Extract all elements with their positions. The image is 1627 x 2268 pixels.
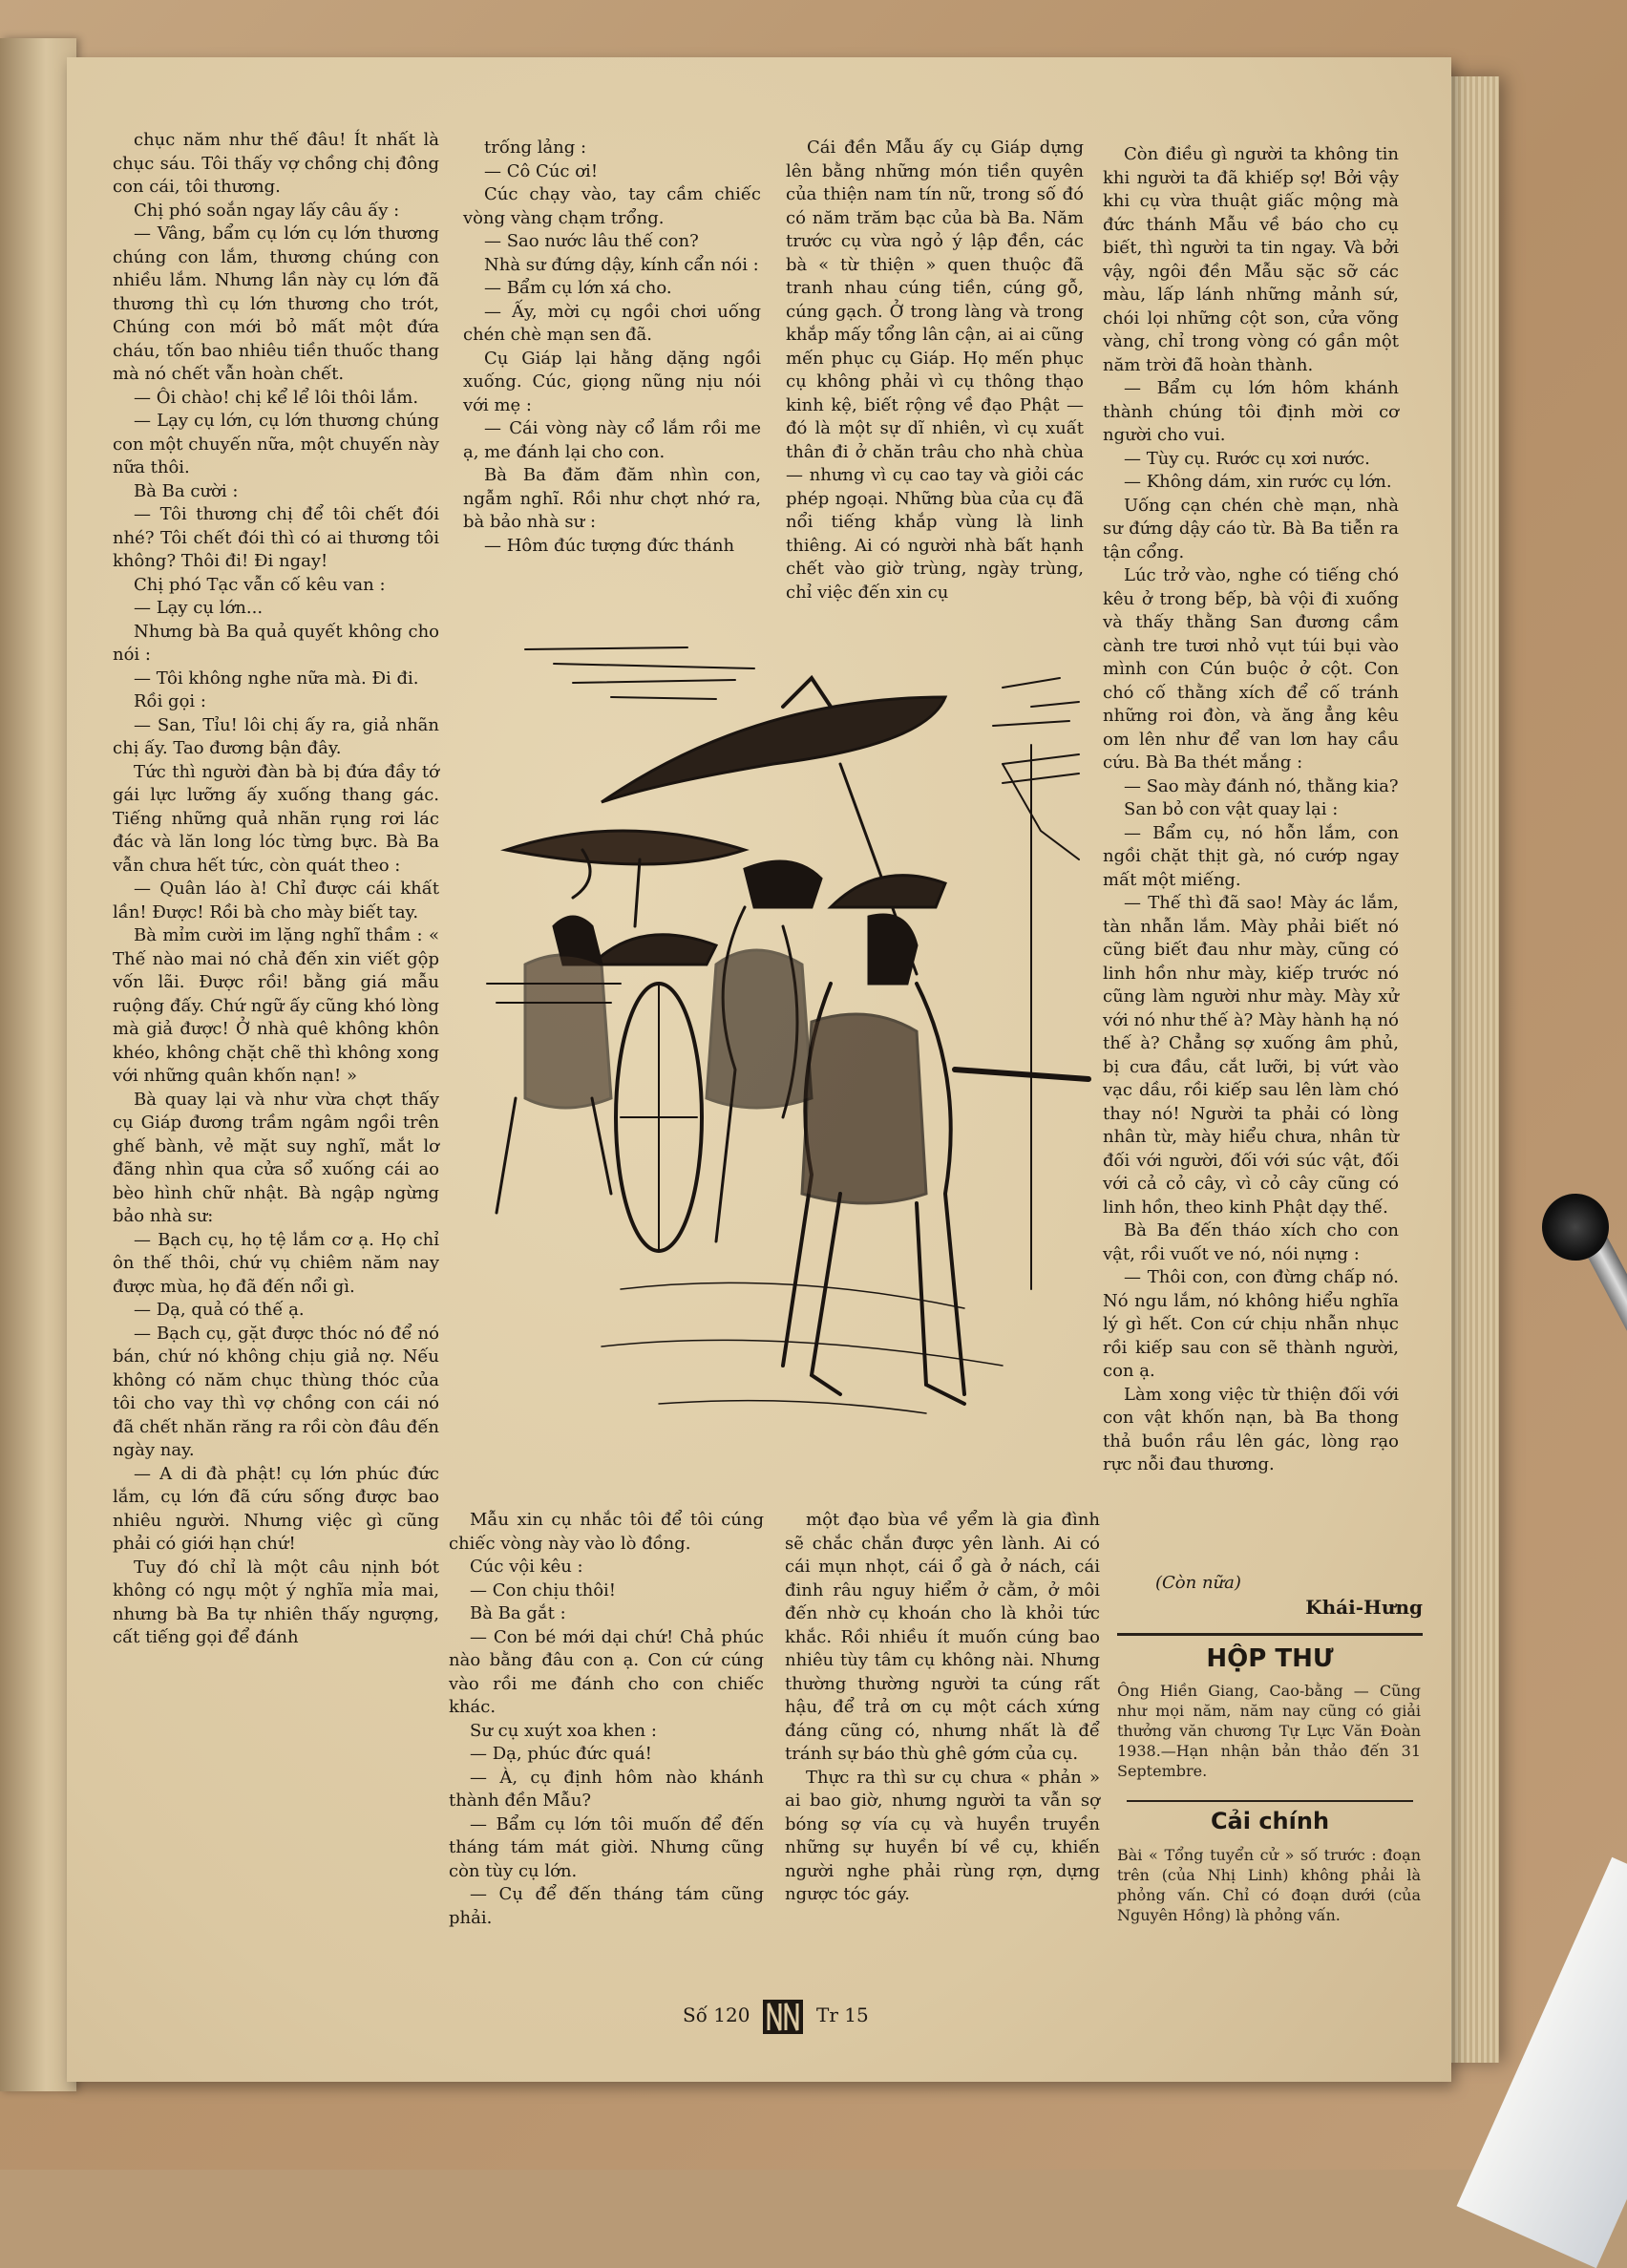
paragraph: Chị phó soắn ngay lấy câu ấy : xyxy=(134,200,400,221)
paragraph: Cụ Giáp lại hằng dặng ngồi xuống. Cúc, giọng nũng nịu nói với mẹ : xyxy=(463,348,761,415)
newspaper-logo-icon xyxy=(761,1996,805,2038)
paragraph: San bỏ con vật quay lại : xyxy=(1124,799,1339,819)
paragraph: — San, Tỉu! lôi chị ấy ra, giả nhãn chị ấy. Tao đương bận đây. xyxy=(113,714,439,758)
paragraph: Uống cạn chén chè mạn, nhà sư đứng dậy cáo từ. Bà Ba tiễn ra tận cổng. xyxy=(1103,495,1399,562)
paragraph: — Dạ, quả có thế ạ. xyxy=(134,1300,305,1320)
paragraph: — Ấy, mời cụ ngồi chơi uống chén chè mạn sen đã. xyxy=(463,301,761,345)
paragraph: Sư cụ xuýt xoa khen : xyxy=(470,1720,657,1741)
paragraph: — Cái vòng này cổ lắm rồi me ạ, me đánh lại cho con. xyxy=(463,418,761,462)
divider-top xyxy=(1117,1633,1423,1636)
paragraph: Mẫu xin cụ nhắc tôi để tôi cúng chiếc vòng này vào lò đồng. xyxy=(449,1510,764,1554)
paragraph: — À, cụ định hôm nào khánh thành đền Mẫu? xyxy=(449,1767,764,1811)
paragraph: Bà mỉm cười im lặng nghĩ thầm : « Thế nào mai nó chả đến xin viết gộp vốn lãi. Được rồi! bằng giá mẫu ruộng đấy. Chứ ngữ ấy cũng khó lòng mà giả được! Ở nhà quê không khôn khéo, không chặt chẽ thì không xong với những quân khốn nạn! » xyxy=(113,925,439,1086)
paragraph: — Bẩm cụ, nó hỗn lắm, con ngồi chặt thịt gà, nó cướp ngay mất một miếng. xyxy=(1103,822,1399,890)
paragraph: — Dạ, phúc đức quá! xyxy=(470,1744,652,1764)
book-binding xyxy=(0,38,76,2091)
paragraph: — Thôi con, con đừng chấp nó. Nó ngu lắm, nó không hiểu nghĩa lý gì hết. Con cứ chịu nhẫn nhục rồi kiếp sau con sẽ thành người, con ạ. xyxy=(1103,1267,1399,1381)
paragraph: Bà Ba đăm đăm nhìn con, ngẫm nghĩ. Rồi như chợt nhớ ra, bà bảo nhà sư : xyxy=(463,465,761,532)
paragraph: — Tôi thương chị để tôi chết đói nhé? Tôi chết đói thì có ai thương tôi không? Thôi đi! Đi ngay! xyxy=(113,504,439,571)
paragraph: Bà quay lại và như vừa chợt thấy cụ Giáp đương trầm ngâm ngồi trên ghế bành, vẻ mặt suy nghĩ, mắt lơ đãng nhìn qua cửa sổ xuống cái ao bèo hình chữ nhật. Bà ngập ngừng bảo nhà sư: xyxy=(113,1089,439,1226)
divider-mid xyxy=(1127,1800,1413,1802)
paragraph: — Cụ để đến tháng tám cũng phải. xyxy=(449,1884,764,1928)
paragraph: — Vâng, bẩm cụ lớn cụ lớn thương chúng con lắm, thương chúng con nhiều lắm. Nhưng lần này cụ lớn đã thương thì cụ lớn thương cho trót, Chúng con mới bỏ mất một đứa cháu, tốn bao nhiêu tiền thuốc thang mà nó chết vẫn hoàn chết. xyxy=(113,223,439,384)
paragraph: — Cô Cúc ơi! xyxy=(484,160,599,181)
paragraph: — Quân láo à! Chỉ được cái khất lần! Được! Rồi bà cho mày biết tay. xyxy=(113,879,439,922)
paragraph: — Bạch cụ, họ tệ lắm cơ ạ. Họ chỉ ôn thế thôi, chứ vụ chiêm năm nay được mùa, họ đã đến nổi gì. xyxy=(113,1229,439,1297)
paragraph: Rồi gọi : xyxy=(134,691,206,711)
correction-body: Bài « Tổng tuyển cử » số trước : đoạn trên (của Nhị Linh) không phải là phỏng vấn. Chỉ có đoạn dưới (của Nguyên Hồng) là phỏng vấn. xyxy=(1117,1846,1421,1924)
paragraph: Còn điều gì người ta không tin khi người ta đã khiếp sợ! Bởi vậy khi cụ vừa thuật giấc mộng mà đức thánh Mẫu về báo cho cụ biết, thì người ta tin ngay. Và bởi vậy, ngôi đền Mẫu sặc sỡ các màu, lấp lánh những mảnh sứ, chói lọi những cột son, cửa võng vàng, chỉ trong vòng có gần một năm trời đã hoàn thành. xyxy=(1103,144,1399,375)
column-4 xyxy=(1103,143,1399,1477)
paragraph: — Bẩm cụ lớn xá cho. xyxy=(484,278,672,298)
paragraph: — Tùy cụ. Rước cụ xơi nước. xyxy=(1124,448,1370,469)
paragraph: — Ôi chào! chị kể lể lôi thôi lắm. xyxy=(134,387,419,408)
paragraph: — Bẩm cụ lớn hôm khánh thành chúng tôi định mời cơ người cho vui. xyxy=(1103,378,1399,445)
paragraph: — Không dám, xin rước cụ lớn. xyxy=(1124,472,1392,492)
paragraph: trống lảng : xyxy=(484,138,587,158)
paragraph: — A di đà phật! cụ lớn phúc đức lắm, cụ lớn đã cứu sống được bao nhiêu người. Nhưng việc gì cũng phải có giới hạn chứ! xyxy=(113,1463,439,1554)
paragraph: Chị phó Tạc vẫn cố kêu van : xyxy=(134,574,386,595)
paragraph: — Bẩm cụ lớn tôi muốn để đến tháng tám mát giời. Nhưng cũng còn tùy cụ lớn. xyxy=(449,1813,764,1881)
paragraph: — Sao nước lâu thế con? xyxy=(484,231,699,251)
paragraph: Thực ra thì sư cụ chưa « phản » ai bao giờ, nhưng người ta vẫn sợ bóng sợ vía cụ và huyền truyền những sự huyền bí về cụ, khiến người nghe phải rùng rợn, dựng ngược tóc gáy. xyxy=(785,1767,1100,1904)
page-number: Tr 15 xyxy=(816,2003,869,2026)
paragraph: Cái đền Mẫu ấy cụ Giáp dựng lên bằng những món tiền quyên của thiện nam tín nữ, trong số đó có năm trăm bạc của bà Ba. Năm trước cụ vừa ngỏ ý lập đền, các bà « từ thiện » quen thuộc đã tranh nhau cúng tiền, cúng gỗ, cúng gạch. Ở trong làng và trong khắp mấy tổng lân cận, ai ai cũng mến phục cụ Giáp. Họ mến phục cụ không phải vì cụ thông thạo kinh kệ, biết rộng về đạo Phật — đó là một sự dĩ nhiên, vì cụ xuất thân đi ở chăn trâu cho nhà chùa — nhưng vì cụ cao tay và giỏi các phép ngoại. Những bùa của cụ đã nổi tiếng khắp vùng là linh thiêng. Ai có người nhà bất hạnh chết vào giờ trùng, ngày trùng, chỉ việc đến xin cụ xyxy=(786,138,1084,603)
paragraph: — Lạy cụ lớn, cụ lớn thương chúng con một chuyến nữa, một chuyến này nữa thôi. xyxy=(113,411,439,477)
paragraph: — Tôi không nghe nữa mà. Đi đi. xyxy=(134,668,419,689)
paragraph: một đạo bùa về yểm là gia đình sẽ chắc chắn được yên lành. Ai có cái mụn nhọt, cái ổ gà ở nách, cái đinh râu nguy hiểm ở cằm, ở môi đến nhờ cụ khoán cho là khỏi tức khắc. Rồi nhiều ít muốn cúng bao nhiêu tùy tâm cụ không nài. Nhưng thường thường người ta cúng rất hậu, để trả ơn cụ một cách xứng đáng cũng có, nhưng nhất là để tránh sự báo thù ghê gớm của cụ. xyxy=(785,1510,1100,1764)
paragraph: Bà Ba gắt : xyxy=(470,1603,566,1623)
author-signature: Khái-Hưng xyxy=(1305,1596,1423,1619)
paragraph: chục năm như thế đâu! Ít nhất là chục sáu. Tôi thấy vợ chồng chị đông con cái, tôi thương. xyxy=(113,130,439,197)
column-1 xyxy=(113,129,439,1650)
paragraph: Tuy đó chỉ là một câu nịnh bót không có ngụ một ý nghĩa mỉa mai, nhưng bà Ba tự nhiên thấy ngượng, cất tiếng gọi để đánh xyxy=(113,1557,439,1647)
paragraph: — Bạch cụ, gặt được thóc nó để nó bán, chứ nó không chịu giả nợ. Nếu không có năm chục thùng thóc của tôi cho vay thì vợ chồng con cái nó đã chết nhăn răng ra rồi còn đâu đến ngày nay. xyxy=(113,1323,439,1460)
ink-illustration xyxy=(468,621,1098,1480)
paragraph: — Con bé mới dại chứ! Chả phúc nào bằng đâu con ạ. Con cứ cúng vào rồi me đánh cho con chiếc khác. xyxy=(449,1626,764,1717)
paragraph: — Thế thì đã sao! Mày ác lắm, tàn nhẫn lắm. Mày phải biết nó cũng biết đau như mày, cũng có linh hồn như mày, kiếp trước nó cũng làm người như mày. Mày xử với nó như thế à? Mày hành hạ nó thế à? Chẳng sợ xuống âm phủ, bị cưa đầu, cắt lưỡi, bị vứt vào vạc dầu, rồi kiếp sau lên làm chó thay nó! Người ta phải có lòng nhân từ, mày hiểu chưa, nhân từ đối với người, đối với súc vật, đối với cả cỏ cây, vì cỏ cây cũng có linh hồn, theo kinh Phật dạy thế. xyxy=(1103,893,1399,1218)
paragraph: — Sao mày đánh nó, thằng kia? xyxy=(1124,775,1399,796)
paragraph: Bà Ba cười : xyxy=(134,480,239,501)
mailbox-body: Ông Hiền Giang, Cao-bằng — Cũng như mọi năm, năm nay cũng có giải thưởng văn chương Tự Lực Văn Đoàn 1938.—Hạn nhận bản thảo đến 31 Septembre. xyxy=(1117,1682,1421,1780)
paragraph: — Hôm đúc tượng đức thánh xyxy=(484,535,735,556)
paragraph: — Con chịu thôi! xyxy=(470,1579,617,1600)
paragraph: Nhưng bà Ba quả quyết không cho nói : xyxy=(113,621,439,665)
column-2-bottom xyxy=(449,1509,764,1930)
paragraph: Cúc vội kêu : xyxy=(470,1557,583,1577)
issue-number: Số 120 xyxy=(683,2003,750,2026)
paragraph: Nhà sư đứng dậy, kính cẩn nói : xyxy=(484,254,759,275)
paragraph: Cúc chạy vào, tay cầm chiếc vòng vàng chạm trổng. xyxy=(463,184,761,228)
page-footer xyxy=(683,1996,969,2034)
mailbox-title: HỘP THƯ xyxy=(1206,1644,1334,1673)
paragraph: — Lạy cụ lớn... xyxy=(134,598,264,618)
paragraph: Lúc trở vào, nghe có tiếng chó kêu ở trong bếp, bà vội đi xuống và thấy thằng San đương cầm cành tre tươi nhỏ vụt túi bụi vào mình con Cún buộc ở cột. Con chó cố thằng xích để cố tránh những roi đòn, và ăng ẳng kêu om lên như để van lơn hay cầu cứu. Bà Ba thét mắng : xyxy=(1103,565,1399,773)
column-2-top xyxy=(463,137,761,558)
column-3-bottom xyxy=(785,1509,1100,1907)
pen-cap xyxy=(1542,1194,1609,1261)
paragraph: Bà Ba đến tháo xích cho con vật, rồi vuốt ve nó, nói nựng : xyxy=(1103,1220,1399,1264)
column-3-top xyxy=(786,137,1084,604)
paragraph: Làm xong việc từ thiện đối với con vật khốn nạn, bà Ba thong thả buồn rầu lên gác, lòng rạo rực nỗi đau thương. xyxy=(1103,1384,1399,1474)
continued-note: (Còn nữa) xyxy=(1155,1573,1241,1593)
paragraph: Tức thì người đàn bà bị đứa đầy tớ gái lực lưỡng ấy xuống thang gác. Tiếng những quả nhãn rụng rơi lác đác và lăn long lóc từng bực. Bà Ba vẫn chưa hết tức, còn quát theo : xyxy=(113,761,439,876)
correction-title: Cải chính xyxy=(1210,1808,1330,1834)
